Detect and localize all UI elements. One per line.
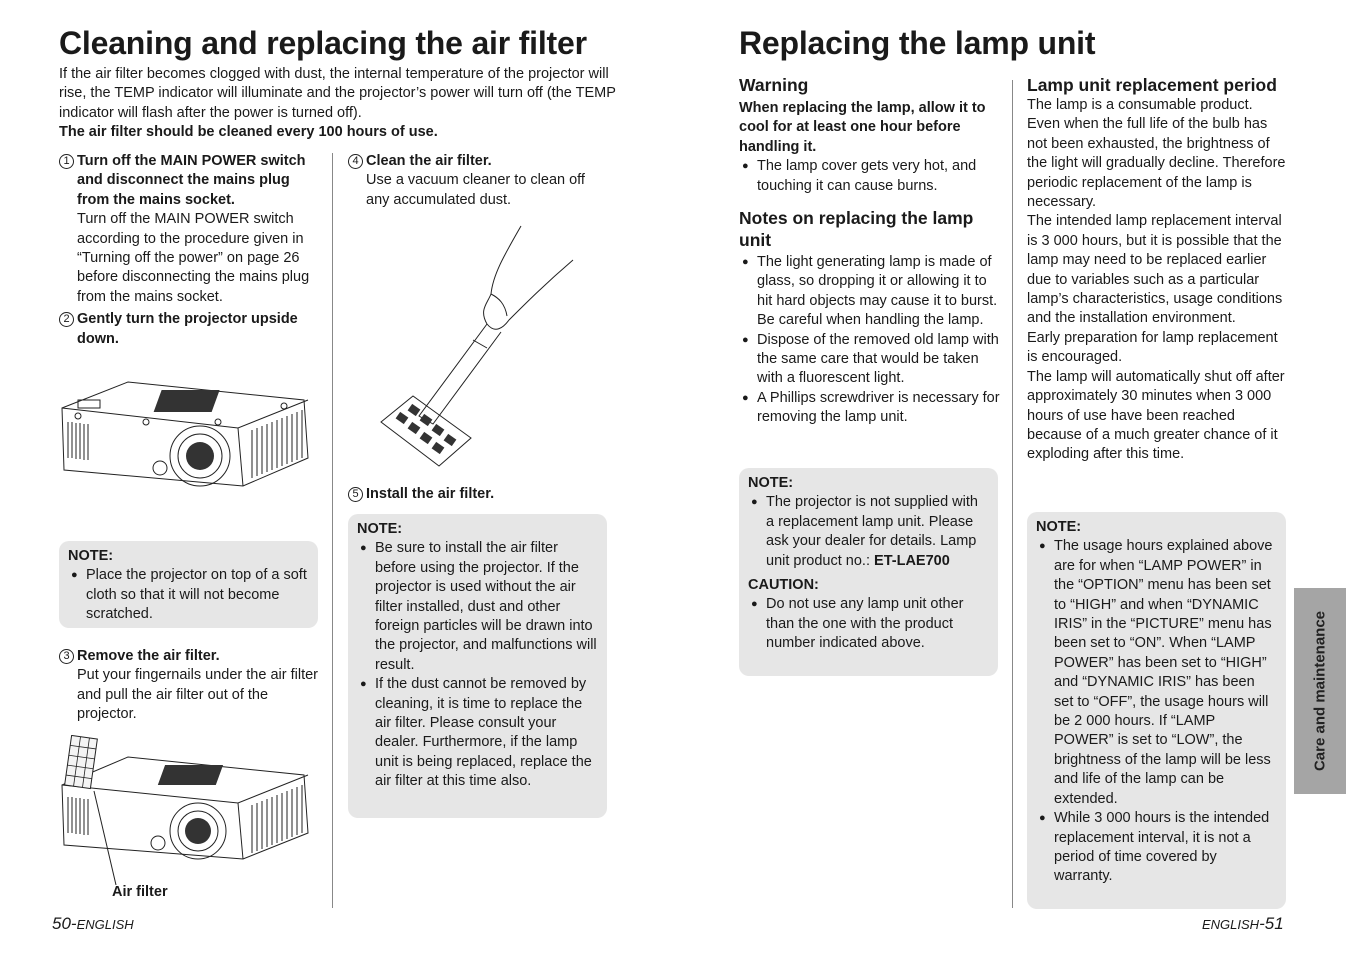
replacement-period-section [1027,74,1289,465]
step-number: 5 [348,487,363,502]
period-paragraph: The lamp is a consumable product. Even when the full life of the bulb has not been exhausted, the brightness of the light will gradually decline. Therefore periodic replacement of the lamp is necessary. [1027,97,1286,211]
note-item [748,493,989,571]
step-heading-text: Turn off the MAIN POWER switch and disconnect the mains plug from the mains socket. [77,153,306,208]
step-1-body: Turn off the MAIN POWER switch according to the procedure given in “Turning off the power” on page 26 before disconnecting the mains plug from the mains socket. [77,211,310,305]
step-heading-text: Remove the air filter. [77,648,220,664]
column-divider [332,153,333,908]
step-1-heading [59,152,321,210]
air-filter-removal-illustration [58,735,310,885]
note-title: NOTE: [68,548,114,564]
note-box-2 [348,514,607,818]
step-3-body: Put your fingernails under the air filter and pull the air filter out of the projector. [77,667,318,723]
period-paragraph: The lamp will automatically shut off after approximately 30 minutes when 3 000 hours of use have been reached because of a much greater chance of it exploding after this time. [1027,368,1285,463]
steps-1-2 [59,152,321,349]
step-5 [348,485,608,504]
vacuum-cleaning-illustration [375,224,575,469]
intro-bold-text: The air filter should be cleaned every 100 hours of use. [59,124,438,141]
note-item: ● The usage hours explained above are for when “LAMP POWER” in the “OPTION” menu has been set to “HIGH” and when “DYNAMIC IRIS” in the “PICTURE” menu has been set to “ON”. When “LAMP POWER” has been set to “HIGH” and “DYNAMIC IRIS” has been set to “OFF”, the usage hours will be 2 000 hours. If “LAMP POWER” is set to “LOW”, the brightness of the lamp will be less and life of the lamp can be extended. [1036,537,1277,809]
usage-hours-note-box [1027,512,1286,909]
air-filter-intro [59,65,619,143]
right-page-title: Replacing the lamp unit [739,25,1096,61]
side-tab-label: Care and maintenance [1311,610,1329,772]
left-page-title: Cleaning and replacing the air filter [59,25,587,61]
step-2-heading [59,310,321,349]
note-item: ● Be sure to install the air filter before using the projector. If the projector is used without the air filter installed, dust and other foreign particles will be drawn into the projector, and malfunctions will result. [357,539,598,675]
notes-heading: Notes on replacing the lamp unit [739,208,974,251]
section-side-tab [1294,588,1346,794]
step-3-heading [59,647,321,666]
step-5-heading [348,485,608,504]
lamp-note-box [739,468,998,676]
step-number: 2 [59,312,74,327]
step-4 [348,152,608,210]
period-paragraph: The intended lamp replacement interval is 3 000 hours, but it is possible that the lamp may need to be replaced earlier due to variables such as a particular lamp’s characteristics, usage conditions and the installation environment. [1027,213,1283,327]
caution-title: CAUTION: [748,577,819,594]
intro-text: If the air filter becomes clogged with dust, the internal temperature of the projector will rise, the TEMP indicator will illuminate and the projector’s power will turn off (the TEMP indicator will flash after the power is turned off). [59,66,616,121]
note-title: NOTE: [748,475,794,491]
right-page-footer [1202,914,1284,934]
step-4-body: Use a vacuum cleaner to clean off any accumulated dust. [366,172,585,208]
note-title: NOTE: [357,521,403,537]
page-number: -51 [1259,914,1284,933]
warning-item: ● The lamp cover gets very hot, and touching it can cause burns. [739,157,1001,196]
step-4-heading [348,152,608,171]
note-item: ● If the dust cannot be removed by cleaning, it is time to replace the air filter. Please consult your dealer. Furthermore, if the lamp unit is being replaced, replace the air filter at this time also. [357,675,598,791]
warning-section [739,74,1001,428]
step-number: 1 [59,154,74,169]
note-title: NOTE: [1036,519,1082,535]
notes-item: ● A Phillips screwdriver is necessary for removing the lamp unit. [739,389,1001,428]
step-heading-text: Clean the air filter. [366,153,492,169]
air-filter-label: Air filter [112,884,168,900]
notes-item: ● Dispose of the removed old lamp with the same care that would be taken with a fluorescent light. [739,331,1001,389]
caution-item: ● Do not use any lamp unit other than the one with the product number indicated above. [748,595,989,653]
warning-bold-text: When replacing the lamp, allow it to cool for at least one hour before handling it. [739,100,986,155]
step-number: 3 [59,649,74,664]
notes-item: ● The light generating lamp is made of glass, so dropping it or allowing it to hit hard objects may cause it to burst. Be careful when handling the lamp. [739,253,1001,331]
footer-language: ENGLISH [1202,917,1260,932]
product-number: ET-LAE700 [874,552,950,569]
period-paragraph: Early preparation for lamp replacement is encouraged. [1027,329,1278,366]
footer-language: ENGLISH [76,917,134,932]
note-box-1 [59,541,318,628]
projector-upside-down-illustration [58,378,310,490]
note-item: ● While 3 000 hours is the intended replacement interval, it is not a period of time covered by warranty. [1036,809,1277,887]
period-heading: Lamp unit replacement period [1027,75,1277,95]
step-heading-text: Install the air filter. [366,486,495,502]
step-heading-text: Gently turn the projector upside down. [77,311,298,347]
step-number: 4 [348,154,363,169]
note-item: ● Place the projector on top of a soft cloth so that it will not become scratched. [68,566,309,624]
left-page-footer [52,914,134,934]
column-divider [1012,80,1013,908]
step-3 [59,647,321,725]
page-number: 50- [52,914,77,933]
note-item-text: The projector is not supplied with a replacement lamp unit. Please ask your dealer for details. Lamp unit product no.: [766,494,978,569]
warning-heading: Warning [739,75,809,95]
